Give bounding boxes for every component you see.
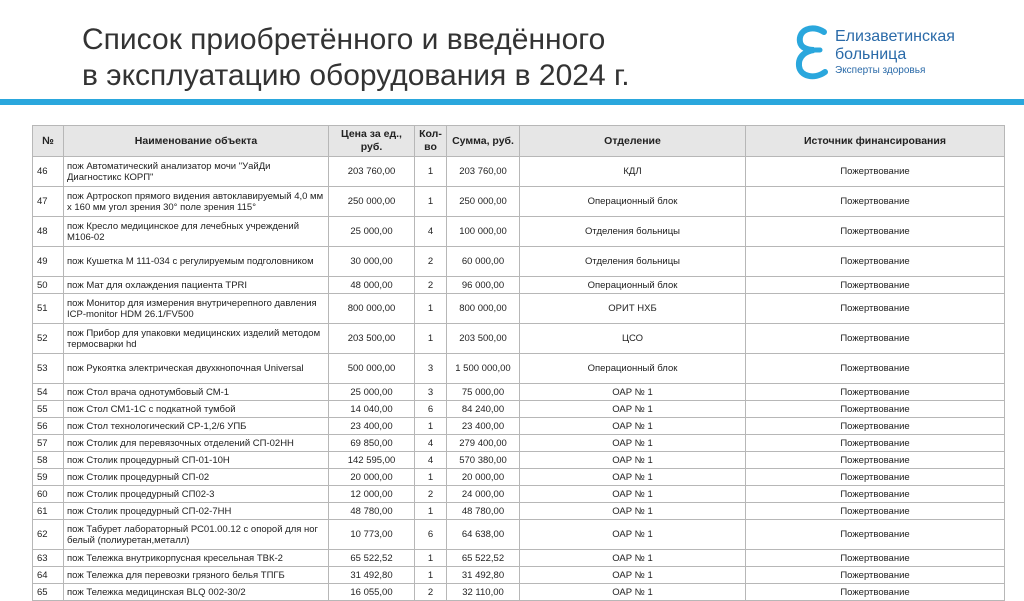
cell-qty: 2 <box>415 486 447 503</box>
cell-name: пож Столик для перевязочных отделений СП-02НН <box>64 435 329 452</box>
cell-name: пож Столик процедурный СП02-3 <box>64 486 329 503</box>
table-row <box>33 418 1005 435</box>
cell-name: пож Табурет лабораторный РС01.00.12 с опорой для ног белый (полиуретан,металл) <box>64 520 329 550</box>
cell-fund: Пожертвование <box>746 584 1005 601</box>
cell-num: 63 <box>33 550 64 567</box>
cell-fund: Пожертвование <box>746 157 1005 187</box>
cell-sum: 64 638,00 <box>447 520 520 550</box>
cell-price: 30 000,00 <box>329 247 415 277</box>
cell-price: 142 595,00 <box>329 452 415 469</box>
cell-qty: 1 <box>415 503 447 520</box>
cell-qty: 1 <box>415 187 447 217</box>
cell-name: пож Столик процедурный СП-02-7НН <box>64 503 329 520</box>
cell-dept: ОАР № 1 <box>520 503 746 520</box>
cell-dept: ОАР № 1 <box>520 435 746 452</box>
cell-dept: ОАР № 1 <box>520 550 746 567</box>
table-row <box>33 567 1005 584</box>
hospital-logo <box>794 24 994 80</box>
logo-line-1: Елизаветинская <box>835 28 955 45</box>
cell-price: 48 000,00 <box>329 277 415 294</box>
logo-line-2: больница <box>835 46 907 63</box>
cell-price: 69 850,00 <box>329 435 415 452</box>
table-row <box>33 157 1005 187</box>
cell-fund: Пожертвование <box>746 486 1005 503</box>
table-row <box>33 277 1005 294</box>
table-row <box>33 401 1005 418</box>
cell-qty: 6 <box>415 401 447 418</box>
cell-price: 800 000,00 <box>329 294 415 324</box>
cell-fund: Пожертвование <box>746 401 1005 418</box>
cell-num: 52 <box>33 324 64 354</box>
cell-price: 65 522,52 <box>329 550 415 567</box>
cell-price: 48 780,00 <box>329 503 415 520</box>
cell-qty: 1 <box>415 157 447 187</box>
cell-price: 203 760,00 <box>329 157 415 187</box>
table-row <box>33 486 1005 503</box>
table-row <box>33 324 1005 354</box>
table-row <box>33 469 1005 486</box>
cell-num: 62 <box>33 520 64 550</box>
cell-qty: 1 <box>415 324 447 354</box>
cell-sum: 279 400,00 <box>447 435 520 452</box>
cell-num: 59 <box>33 469 64 486</box>
header-name: Наименование объекта <box>64 126 329 157</box>
cell-sum: 32 110,00 <box>447 584 520 601</box>
cell-fund: Пожертвование <box>746 435 1005 452</box>
header-fund: Источник финансирования <box>746 126 1005 157</box>
table-row <box>33 435 1005 452</box>
cell-sum: 84 240,00 <box>447 401 520 418</box>
cell-qty: 2 <box>415 584 447 601</box>
cell-num: 47 <box>33 187 64 217</box>
table-row <box>33 520 1005 550</box>
cell-fund: Пожертвование <box>746 217 1005 247</box>
cell-sum: 203 760,00 <box>447 157 520 187</box>
cell-qty: 1 <box>415 294 447 324</box>
table-body <box>33 157 1005 601</box>
cell-num: 53 <box>33 354 64 384</box>
cell-sum: 75 000,00 <box>447 384 520 401</box>
cell-fund: Пожертвование <box>746 187 1005 217</box>
cell-sum: 203 500,00 <box>447 324 520 354</box>
cell-fund: Пожертвование <box>746 503 1005 520</box>
cell-price: 20 000,00 <box>329 469 415 486</box>
cell-price: 250 000,00 <box>329 187 415 217</box>
page-title <box>82 22 630 94</box>
cell-dept: Операционный блок <box>520 277 746 294</box>
cell-num: 60 <box>33 486 64 503</box>
cell-qty: 6 <box>415 520 447 550</box>
cell-qty: 3 <box>415 354 447 384</box>
cell-sum: 100 000,00 <box>447 217 520 247</box>
cell-fund: Пожертвование <box>746 354 1005 384</box>
table-row <box>33 187 1005 217</box>
cell-price: 10 773,00 <box>329 520 415 550</box>
cell-name: пож Тележка внутрикорпусная кресельная ТВК-2 <box>64 550 329 567</box>
cell-fund: Пожертвование <box>746 294 1005 324</box>
cell-name: пож Стол врача однотумбовый СМ-1 <box>64 384 329 401</box>
cell-name: пож Стол технологический СР-1,2/6 УПБ <box>64 418 329 435</box>
cell-num: 58 <box>33 452 64 469</box>
logo-tagline: Эксперты здоровья <box>835 65 926 76</box>
cell-qty: 2 <box>415 277 447 294</box>
cell-price: 25 000,00 <box>329 217 415 247</box>
cell-sum: 48 780,00 <box>447 503 520 520</box>
table-row <box>33 354 1005 384</box>
cell-sum: 800 000,00 <box>447 294 520 324</box>
cell-name: пож Монитор для измерения внутричерепного давления ICP-monitor HDM 26.1/FV500 <box>64 294 329 324</box>
cell-num: 48 <box>33 217 64 247</box>
cell-name: пож Кушетка М 111-034 с регулируемым подголовником <box>64 247 329 277</box>
cell-dept: ОАР № 1 <box>520 384 746 401</box>
table-row <box>33 247 1005 277</box>
cell-qty: 3 <box>415 384 447 401</box>
header-num: № <box>33 126 64 157</box>
cell-qty: 2 <box>415 247 447 277</box>
table-header-row <box>33 126 1005 157</box>
cell-qty: 4 <box>415 217 447 247</box>
header-price: Цена за ед., руб. <box>329 126 415 157</box>
cell-dept: КДЛ <box>520 157 746 187</box>
cell-num: 51 <box>33 294 64 324</box>
cell-name: пож Автоматический анализатор мочи "УайДи Диагностикс КОРП" <box>64 157 329 187</box>
cell-name: пож Тележка для перевозки грязного белья ТПГБ <box>64 567 329 584</box>
cell-num: 56 <box>33 418 64 435</box>
equipment-table-wrapper <box>32 125 1004 601</box>
cell-price: 16 055,00 <box>329 584 415 601</box>
header-divider <box>0 99 1024 105</box>
cell-price: 14 040,00 <box>329 401 415 418</box>
header-sum: Сумма, руб. <box>447 126 520 157</box>
cell-qty: 1 <box>415 469 447 486</box>
cell-num: 46 <box>33 157 64 187</box>
cell-qty: 4 <box>415 435 447 452</box>
cell-dept: ОАР № 1 <box>520 401 746 418</box>
cell-dept: ОАР № 1 <box>520 486 746 503</box>
cell-name: пож Столик процедурный СП-02 <box>64 469 329 486</box>
cell-price: 203 500,00 <box>329 324 415 354</box>
cell-price: 12 000,00 <box>329 486 415 503</box>
cell-sum: 24 000,00 <box>447 486 520 503</box>
cell-price: 25 000,00 <box>329 384 415 401</box>
cell-name: пож Столик процедурный СП-01-10Н <box>64 452 329 469</box>
cell-num: 64 <box>33 567 64 584</box>
cell-dept: Операционный блок <box>520 354 746 384</box>
table-row <box>33 550 1005 567</box>
cell-price: 500 000,00 <box>329 354 415 384</box>
cell-num: 55 <box>33 401 64 418</box>
equipment-table <box>32 125 1005 601</box>
cell-fund: Пожертвование <box>746 452 1005 469</box>
cell-dept: Операционный блок <box>520 187 746 217</box>
cell-name: пож Прибор для упаковки медицинских изделий методом термосварки hd <box>64 324 329 354</box>
cell-sum: 31 492,80 <box>447 567 520 584</box>
cell-dept: ЦСО <box>520 324 746 354</box>
table-row <box>33 452 1005 469</box>
header-qty: Кол-во <box>415 126 447 157</box>
cell-num: 49 <box>33 247 64 277</box>
cell-sum: 20 000,00 <box>447 469 520 486</box>
cell-dept: ОАР № 1 <box>520 452 746 469</box>
logo-e-icon <box>794 24 830 80</box>
cell-num: 50 <box>33 277 64 294</box>
cell-dept: Отделения больницы <box>520 217 746 247</box>
cell-qty: 1 <box>415 418 447 435</box>
cell-qty: 1 <box>415 567 447 584</box>
cell-num: 54 <box>33 384 64 401</box>
cell-dept: Отделения больницы <box>520 247 746 277</box>
cell-sum: 65 522,52 <box>447 550 520 567</box>
cell-name: пож Артроскоп прямого видения автоклавируемый 4,0 мм х 160 мм угол зрения 30° поле зрения 115° <box>64 187 329 217</box>
cell-sum: 23 400,00 <box>447 418 520 435</box>
cell-name: пож Стол СМ1-1С с подкатной тумбой <box>64 401 329 418</box>
page-title-line-1: Список приобретённого и введённого <box>82 23 606 56</box>
header-dept: Отделение <box>520 126 746 157</box>
cell-fund: Пожертвование <box>746 520 1005 550</box>
cell-num: 57 <box>33 435 64 452</box>
table-row <box>33 217 1005 247</box>
cell-fund: Пожертвование <box>746 277 1005 294</box>
cell-fund: Пожертвование <box>746 324 1005 354</box>
cell-fund: Пожертвование <box>746 384 1005 401</box>
cell-sum: 60 000,00 <box>447 247 520 277</box>
cell-fund: Пожертвование <box>746 550 1005 567</box>
cell-name: пож Кресло медицинское для лечебных учреждений М106-02 <box>64 217 329 247</box>
cell-name: пож Рукоятка электрическая двухкнопочная Universal <box>64 354 329 384</box>
cell-sum: 1 500 000,00 <box>447 354 520 384</box>
table-row <box>33 503 1005 520</box>
cell-dept: ОАР № 1 <box>520 520 746 550</box>
cell-price: 23 400,00 <box>329 418 415 435</box>
cell-dept: ОАР № 1 <box>520 469 746 486</box>
page-title-line-2: в эксплуатацию оборудования в 2024 г. <box>82 59 630 92</box>
cell-fund: Пожертвование <box>746 469 1005 486</box>
table-row <box>33 294 1005 324</box>
cell-fund: Пожертвование <box>746 418 1005 435</box>
cell-qty: 4 <box>415 452 447 469</box>
cell-dept: ОРИТ НХБ <box>520 294 746 324</box>
cell-fund: Пожертвование <box>746 567 1005 584</box>
cell-num: 61 <box>33 503 64 520</box>
cell-dept: ОАР № 1 <box>520 567 746 584</box>
table-row <box>33 584 1005 601</box>
cell-sum: 570 380,00 <box>447 452 520 469</box>
cell-dept: ОАР № 1 <box>520 418 746 435</box>
cell-num: 65 <box>33 584 64 601</box>
cell-fund: Пожертвование <box>746 247 1005 277</box>
cell-name: пож Мат для охлаждения пациента TPRI <box>64 277 329 294</box>
cell-name: пож Тележка медицинская BLQ 002-30/2 <box>64 584 329 601</box>
cell-sum: 96 000,00 <box>447 277 520 294</box>
table-row <box>33 384 1005 401</box>
cell-price: 31 492,80 <box>329 567 415 584</box>
cell-dept: ОАР № 1 <box>520 584 746 601</box>
cell-sum: 250 000,00 <box>447 187 520 217</box>
cell-qty: 1 <box>415 550 447 567</box>
